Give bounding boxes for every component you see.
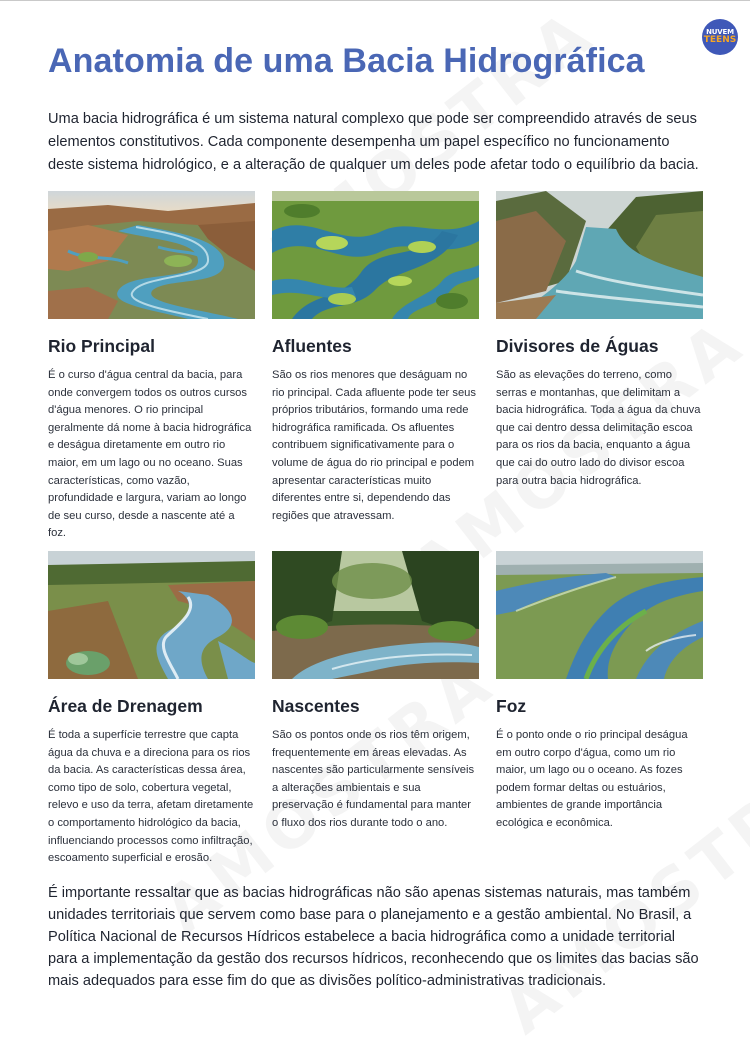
intro-paragraph: Uma bacia hidrográfica é um sistema natural complexo que pode ser compreendido através de seus elementos constitutivos. Cada componente desempenha um papel específico no funcionamento deste sistema hidrológico, e a alteração de qualquer um deles pode afetar todo o equilíbrio da bacia. [48,111,699,173]
river-canyon-image [48,191,255,319]
card-title: Área de Drenagem [48,696,203,716]
card-divisores-de-aguas [496,191,703,487]
brand-logo [702,19,738,55]
card-title: Nascentes [272,696,360,716]
card-area-de-drenagem [48,551,255,865]
card-text: São os rios menores que deságuam no rio principal. Cada afluente pode ter seus próprios tributários, formando uma rede hidrográfica ramificada. Os afluentes contribuem significativamente para o volume de água do rio principal e podem apresentar características muito diferentes entre si, dependendo das regiões que atravessam. [272,369,476,522]
closing-paragraph: É importante ressaltar que as bacias hidrográficas não são apenas sistemas naturais, mas também unidades territoriais que servem como base para o planejamento e a gestão ambiental. No Brasil, a Política Nacional de Recursos Hídricos estabelece a bacia hidrográfica como a unidade territorial para a implementação da gestão dos recursos hídricos, reconhecendo que os limites das bacias são mais adequados para esse fim do que as divisões político-administrativas tradicionais. [48,885,699,989]
spring-forest-image [272,551,479,679]
mountain-valley-image [496,191,703,319]
page-title: Anatomia de uma Bacia Hidrográfica [48,42,645,80]
card-title: Foz [496,696,527,716]
card-title: Divisores de Águas [496,336,659,356]
drainage-creek-image [48,551,255,679]
river-mouth-image [496,551,703,679]
top-border [0,0,750,1]
card-text: É o ponto onde o rio principal deságua em outro corpo d'água, como um rio maior, um lago ou o oceano. As fozes podem formar deltas ou estuários, ambientes de grande importância ecológica e econômica. [496,729,688,829]
card-rio-principal [48,191,255,540]
card-afluentes [272,191,479,522]
card-title: Rio Principal [48,336,155,356]
card-text: São os pontos onde os rios têm origem, frequentemente em áreas elevadas. As nascentes são particularmente sensíveis a alterações ambientais e sua preservação é fundamental para manter o fluxo dos rios durante todo o ano. [272,729,475,829]
braided-rivers-image [272,191,479,319]
card-text: São as elevações do terreno, como serras e montanhas, que delimitam a bacia hidrográfica. Toda a água da chuva que cai dentro dessa delimitação escoa para os rios da bacia, enquanto a água que cai do outro lado do divisor escoa para outra bacia hidrográfica. [496,369,701,487]
logo-line-1: NUVEM [706,28,734,36]
card-title: Afluentes [272,336,352,356]
card-foz [496,551,703,829]
card-text: É toda a superfície terrestre que capta água da chuva e a direciona para os rios da bacia. As características dessa área, como tipo de solo, cobertura vegetal, relevo e uso da terra, afetam diretamente o comportamento hidrológico da bacia, influenciando processos como infiltração, escoamento superficial e erosão. [48,729,254,865]
card-text: É o curso d'água central da bacia, para onde convergem todos os outros cursos d'água menores. O rio principal geralmente dá nome à bacia hidrográfica e deságua diretamente em outro rio maior, em um lago ou no oceano. Suas características, como vazão, profundidade e largura, variam ao longo de seu curso, desde a nascente até a foz. [48,369,252,540]
card-nascentes [272,551,479,829]
logo-line-2: TEENS [703,35,737,45]
